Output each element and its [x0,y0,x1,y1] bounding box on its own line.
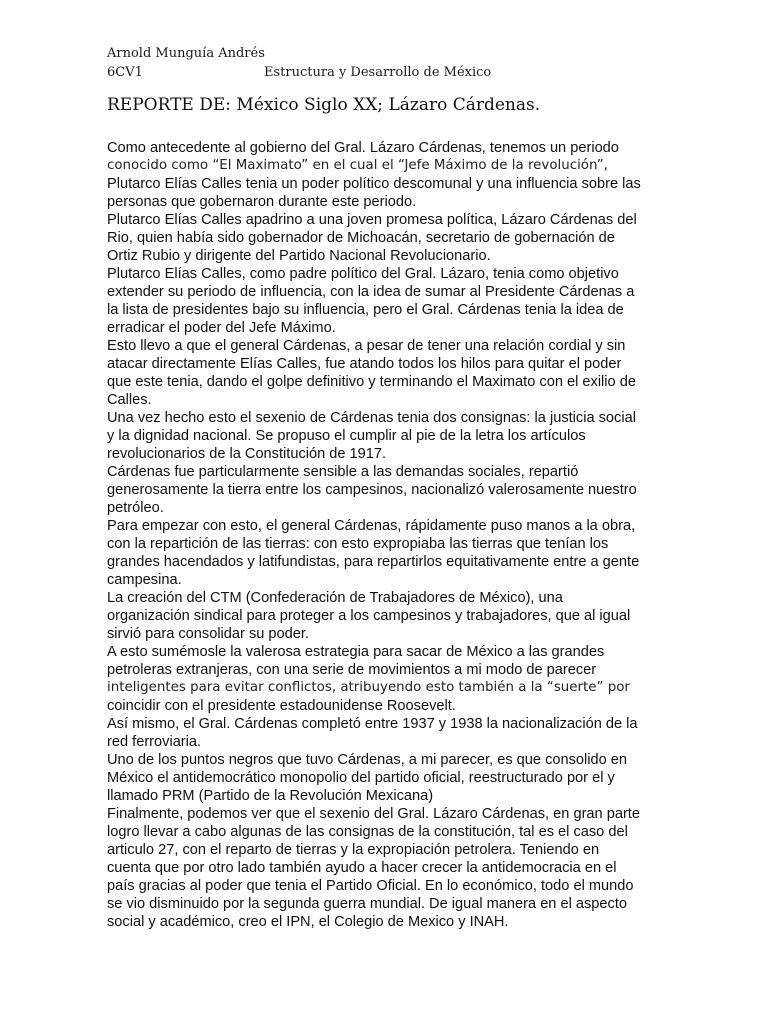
paragraph [107,805,662,931]
text-line: A esto sumémosle la valerosa estrategia para sacar de México a las grandes [107,644,605,660]
text-line: coincidir con el presidente estadounidense Roosevelt. [107,698,456,714]
text-line: conocido como “El Maximato” en el cual el “Jefe Máximo de la revolución”, [107,158,608,173]
paragraph [107,139,662,211]
text-line: cuenta que por otro lado también ayudo a hacer crecer la antidemocracia en el [107,860,617,876]
text-line: petroleras extranjeras, con una serie de movimientos a mi modo de parecer [107,662,597,678]
text-line: México el antidemocrático monopolio del partido oficial, reestructurado por el y [107,770,615,786]
text-line: erradicar el poder del Jefe Máximo. [107,320,336,336]
text-line: país gracias al poder que tenia el Partido Oficial. En lo económico, todo el mundo [107,878,634,894]
text-line: organización sindical para proteger a los campesinos y trabajadores, que al igual [107,608,631,624]
text-line: Calles. [107,392,152,408]
paragraph [107,517,662,589]
text-line: Así mismo, el Gral. Cárdenas completó entre 1937 y 1938 la nacionalización de la [107,716,638,732]
text-line: red ferroviaria. [107,734,202,750]
text-line: y la dignidad nacional. Se propuso el cumplir al pie de la letra los artículos [107,428,586,444]
paragraph [107,463,662,517]
text-line: Ortiz Rubio y dirigente del Partido Nacional Revolucionario. [107,248,491,264]
text-line: Para empezar con esto, el general Cárdenas, rápidamente puso manos a la obra, [107,518,636,534]
text-line: sirvió para consolidar su poder. [107,626,309,642]
text-line: generosamente la tierra entre los campesinos, nacionalizó valerosamente nuestro [107,482,637,498]
text-line: grandes hacendados y latifundistas, para repartirlos equitativamente entre a gente [107,554,640,570]
report-body [107,139,662,931]
text-line: Plutarco Elías Calles, como padre político del Gral. Lázaro, tenia como objetivo [107,266,619,282]
paragraph [107,589,662,643]
text-line: la lista de presidentes bajo su influencia, pero el Gral. Cárdenas tenia la idea de [107,302,624,318]
author-name: Arnold Munguía Andrés [107,46,265,61]
text-line: Plutarco Elías Calles tenia un poder político descomunal y una influencia sobre las [107,176,641,192]
text-line: Plutarco Elías Calles apadrino a una joven promesa política, Lázaro Cárdenas del [107,212,637,228]
paragraph [107,337,662,409]
text-line: campesina. [107,572,182,588]
course-subject: Estructura y Desarrollo de México [264,65,492,80]
text-line: extender su periodo de influencia, con la idea de sumar al Presidente Cárdenas a [107,284,635,300]
text-line: Rio, quien había sido gobernador de Michoacán, secretario de gobernación de [107,230,615,246]
report-title: REPORTE DE: México Siglo XX; Lázaro Cárdenas. [107,95,541,115]
text-line: Como antecedente al gobierno del Gral. Lázaro Cárdenas, tenemos un periodo [107,140,619,156]
text-line: Una vez hecho esto el sexenio de Cárdenas tenia dos consignas: la justicia social [107,410,636,426]
text-line: articulo 27, con el reparto de tierras y la expropiación petrolera. Teniendo en [107,842,600,858]
course-code: 6CV1 [107,65,143,80]
text-line: personas que gobernaron durante este periodo. [107,194,417,210]
document-header [107,44,667,82]
text-line: Cárdenas fue particularmente sensible a las demandas sociales, repartió [107,464,579,480]
text-line: revolucionarios de la Constitución de 1917. [107,446,387,462]
paragraph [107,211,662,265]
text-line: petróleo. [107,500,164,516]
text-line: Uno de los puntos negros que tuvo Cárdenas, a mi parecer, es que consolido en [107,752,628,768]
text-line: atacar directamente Elías Calles, fue atando todos los hilos para quitar el poder [107,356,622,372]
paragraph [107,715,662,751]
text-line: que este tenia, dando el golpe definitivo y terminando el Maximato con el exilio de [107,374,636,390]
paragraph [107,409,662,463]
text-line: inteligentes para evitar conflictos, atribuyendo esto también a la “suerte” por [107,680,630,695]
course-line [107,63,667,82]
text-line: Finalmente, podemos ver que el sexenio del Gral. Lázaro Cárdenas, en gran parte [107,806,640,822]
paragraph [107,643,662,715]
paragraph [107,751,662,805]
text-line: Esto llevo a que el general Cárdenas, a pesar de tener una relación cordial y sin [107,338,626,354]
text-line: social y académico, creo el IPN, el Colegio de Mexico y INAH. [107,914,509,930]
text-line: con la repartición de las tierras: con esto expropiaba las tierras que tenían los [107,536,609,552]
text-line: se vio disminuido por la segunda guerra mundial. De igual manera en el aspecto [107,896,628,912]
paragraph [107,265,662,337]
text-line: llamado PRM (Partido de la Revolución Mexicana) [107,788,434,804]
text-line: logro llevar a cabo algunas de las consignas de la constitución, tal es el caso del [107,824,628,840]
text-line: La creación del CTM (Confederación de Trabajadores de México), una [107,590,563,606]
